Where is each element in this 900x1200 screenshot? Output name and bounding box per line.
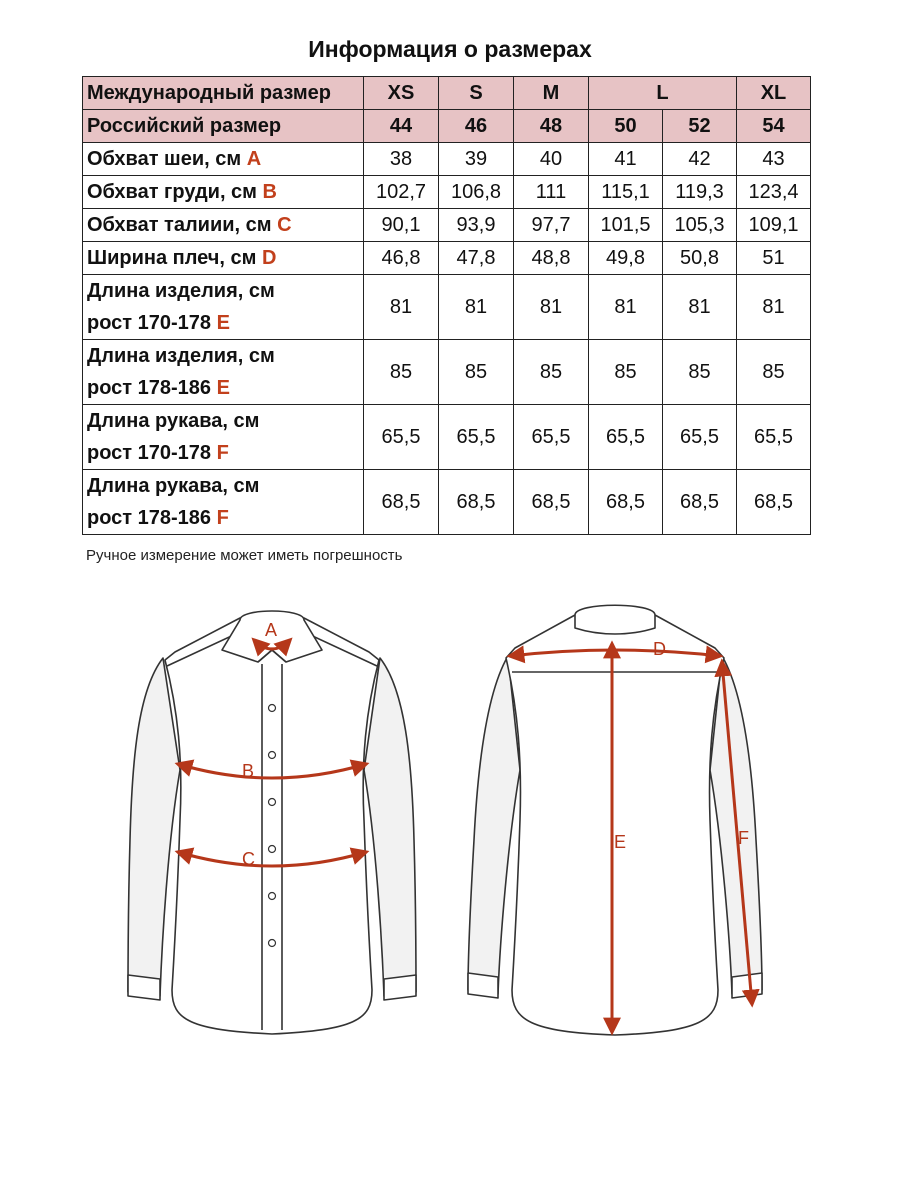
measure-letter: F: [216, 507, 229, 529]
table-cell: 81: [364, 275, 439, 340]
table-cell: 105,3: [663, 209, 737, 242]
table-cell: 48,8: [514, 242, 589, 275]
table-cell: 48: [514, 110, 589, 143]
table-row: [83, 242, 811, 275]
label-b: B: [242, 761, 255, 781]
label-a: A: [265, 620, 278, 640]
table-cell: 42: [663, 143, 737, 176]
shirt-back-icon: [468, 605, 762, 1035]
table-cell: 102,7: [364, 176, 439, 209]
table-row: [83, 340, 811, 405]
table-cell: 68,5: [514, 470, 589, 535]
measure-letter: E: [216, 377, 230, 399]
table-cell: 85: [589, 340, 663, 405]
table-row: [83, 176, 811, 209]
table-cell: 38: [364, 143, 439, 176]
label-d: D: [653, 639, 666, 659]
table-cell: 50: [589, 110, 663, 143]
table-cell: 111: [514, 176, 589, 209]
table-cell: 40: [514, 143, 589, 176]
table-cell: 109,1: [737, 209, 811, 242]
table-cell: 123,4: [737, 176, 811, 209]
measure-letter: C: [277, 214, 292, 236]
label-c: C: [242, 849, 255, 869]
table-cell: 65,5: [514, 405, 589, 470]
measure-letter: B: [262, 181, 277, 203]
table-row: [83, 143, 811, 176]
table-cell: 50,8: [663, 242, 737, 275]
table-cell: 93,9: [439, 209, 514, 242]
table-row: [83, 275, 811, 340]
row-label: Длина рукава, см рост 170-178 F: [83, 405, 364, 470]
table-cell: 115,1: [589, 176, 663, 209]
measure-letter: F: [216, 442, 229, 464]
table-cell: 90,1: [364, 209, 439, 242]
row-label: Обхват груди, см B: [83, 176, 364, 209]
table-cell: 65,5: [364, 405, 439, 470]
table-cell: L: [589, 77, 737, 110]
table-cell: 52: [663, 110, 737, 143]
table-cell: 97,7: [514, 209, 589, 242]
table-cell: 51: [737, 242, 811, 275]
table-cell: 47,8: [439, 242, 514, 275]
table-cell: 68,5: [589, 470, 663, 535]
table-cell: 65,5: [663, 405, 737, 470]
table-cell: 39: [439, 143, 514, 176]
table-cell: 85: [439, 340, 514, 405]
table-cell: 68,5: [364, 470, 439, 535]
table-cell: 44: [364, 110, 439, 143]
table-cell: 65,5: [589, 405, 663, 470]
table-cell: 85: [663, 340, 737, 405]
label-f: F: [738, 828, 749, 848]
table-row: [83, 110, 811, 143]
row-label: Российский размер: [83, 110, 364, 143]
row-label: Длина изделия, см рост 170-178 E: [83, 275, 364, 340]
row-label: Обхват талиии, см C: [83, 209, 364, 242]
table-row: [83, 470, 811, 535]
table-cell: 41: [589, 143, 663, 176]
table-cell: 46,8: [364, 242, 439, 275]
row-label: Обхват шеи, см A: [83, 143, 364, 176]
table-cell: 65,5: [737, 405, 811, 470]
page-title: Информация о размерах: [308, 36, 592, 62]
table-cell: 81: [737, 275, 811, 340]
measurement-note: Ручное измерение может иметь погрешность: [86, 547, 403, 564]
table-cell: XS: [364, 77, 439, 110]
table-cell: 81: [514, 275, 589, 340]
table-cell: 68,5: [663, 470, 737, 535]
table-cell: 101,5: [589, 209, 663, 242]
table-cell: S: [439, 77, 514, 110]
table-row: [83, 405, 811, 470]
table-cell: 81: [589, 275, 663, 340]
measure-letter: E: [216, 312, 230, 334]
measure-letter: D: [262, 247, 277, 269]
measure-letter: A: [246, 148, 262, 170]
row-label: Длина рукава, см рост 178-186 F: [83, 470, 364, 535]
table-cell: 68,5: [737, 470, 811, 535]
table-cell: 85: [737, 340, 811, 405]
table-cell: 43: [737, 143, 811, 176]
table-cell: XL: [737, 77, 811, 110]
table-row: [83, 209, 811, 242]
table-cell: 81: [663, 275, 737, 340]
row-label: Ширина плеч, см D: [83, 242, 364, 275]
shirt-measurement-diagram: [0, 580, 900, 1050]
label-e: E: [614, 832, 627, 852]
table-cell: 106,8: [439, 176, 514, 209]
table-cell: 49,8: [589, 242, 663, 275]
table-cell: 81: [439, 275, 514, 340]
table-cell: 65,5: [439, 405, 514, 470]
row-label: Длина изделия, см рост 178-186 E: [83, 340, 364, 405]
shirt-front-icon: [128, 611, 416, 1034]
table-cell: 46: [439, 110, 514, 143]
table-cell: M: [514, 77, 589, 110]
row-label: Международный размер: [83, 77, 364, 110]
size-table: [82, 76, 811, 535]
table-row: [83, 77, 811, 110]
table-cell: 85: [364, 340, 439, 405]
table-cell: 54: [737, 110, 811, 143]
table-cell: 85: [514, 340, 589, 405]
table-cell: 68,5: [439, 470, 514, 535]
table-cell: 119,3: [663, 176, 737, 209]
